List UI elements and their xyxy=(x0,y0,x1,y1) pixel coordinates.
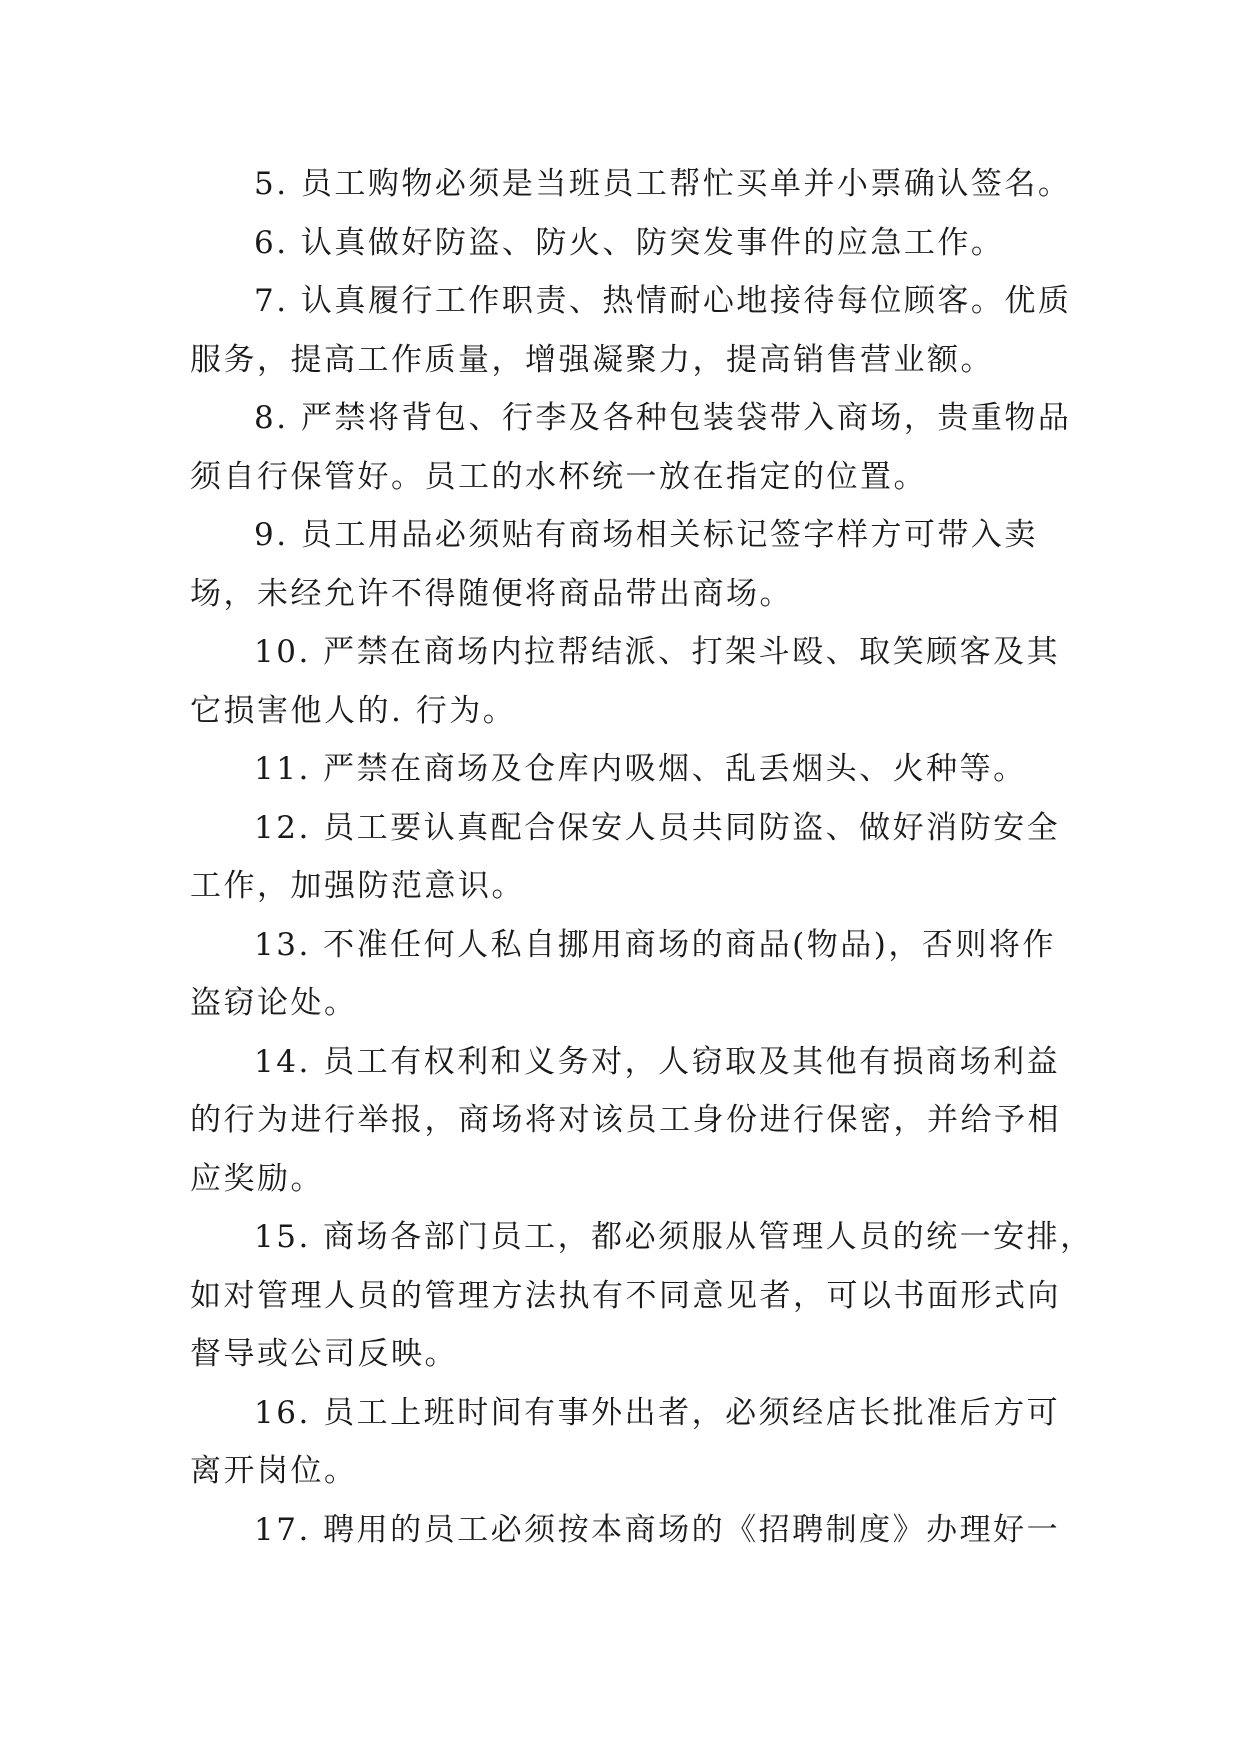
text-line: 12. 员工要认真配合保安人员共同防盗、做好消防安全 xyxy=(254,809,1061,846)
rule-paragraph-12 xyxy=(190,799,1061,916)
text-line: 16. 员工上班时间有事外出者，必须经店长批准后方可 xyxy=(254,1394,1061,1431)
text-line: 场，未经允许不得随便将商品带出商场。 xyxy=(190,575,793,612)
text-line: 7. 认真履行工作职责、热情耐心地接待每位顾客。优质 xyxy=(254,283,1072,319)
text-line: 如对管理人员的管理方法执有不同意见者，可以书面形式向 xyxy=(190,1277,1061,1314)
text-line: 离开岗位。 xyxy=(190,1453,358,1489)
rule-paragraph-9 xyxy=(190,506,1050,623)
rule-paragraph-10 xyxy=(190,623,1061,740)
rule-paragraph-11 xyxy=(190,740,1050,799)
text-line: 8. 严禁将背包、行李及各种包装袋带入商场，贵重物品 xyxy=(254,400,1072,436)
rule-paragraph-15 xyxy=(190,1208,1094,1384)
text-line: 应奖励。 xyxy=(190,1160,324,1197)
text-line: 13. 不准任何人私自挪用商场的商品(物品)，否则将作 xyxy=(254,926,1056,963)
text-line: 督导或公司反映。 xyxy=(190,1336,458,1372)
text-line: 10. 严禁在商场内拉帮结派、打架斗殴、取笑顾客及其 xyxy=(254,634,1061,670)
text-line: 15. 商场各部门员工，都必须服从管理人员的统一安排， xyxy=(254,1219,1094,1255)
rule-paragraph-5 xyxy=(190,155,1072,214)
text-line: 17. 聘用的员工必须按本商场的《招聘制度》办理好一 xyxy=(254,1511,1061,1548)
text-line: 的行为进行举报，商场将对该员工身份进行保密，并给予相 xyxy=(190,1102,1061,1138)
text-line: 须自行保管好。员工的水杯统一放在指定的位置。 xyxy=(190,458,927,495)
rule-paragraph-8 xyxy=(190,389,1072,506)
rule-paragraph-7 xyxy=(190,272,1072,389)
text-line: 工作，加强防范意识。 xyxy=(190,868,525,904)
text-line: 14. 员工有权利和义务对，人窃取及其他有损商场利益 xyxy=(254,1043,1061,1080)
text-line: 6. 认真做好防盗、防火、防突发事件的应急工作。 xyxy=(254,224,1005,261)
text-line: 5. 员工购物必须是当班员工帮忙买单并小票确认签名。 xyxy=(254,166,1072,202)
text-line: 盗窃论处。 xyxy=(190,985,358,1021)
text-line: 它损害他人的. 行为。 xyxy=(190,692,517,729)
rule-paragraph-13 xyxy=(190,916,1056,1033)
rule-paragraph-16 xyxy=(190,1384,1061,1501)
document-body xyxy=(190,155,1094,1559)
rule-paragraph-14 xyxy=(190,1033,1061,1209)
text-line: 11. 严禁在商场及仓库内吸烟、乱丢烟头、火种等。 xyxy=(254,751,1027,787)
text-line: 9. 员工用品必须贴有商场相关标记签字样方可带入卖 xyxy=(254,517,1038,553)
rule-paragraph-17 xyxy=(190,1501,1061,1560)
rule-paragraph-6 xyxy=(190,214,1050,273)
text-line: 服务，提高工作质量，增强凝聚力，提高销售营业额。 xyxy=(190,341,994,378)
